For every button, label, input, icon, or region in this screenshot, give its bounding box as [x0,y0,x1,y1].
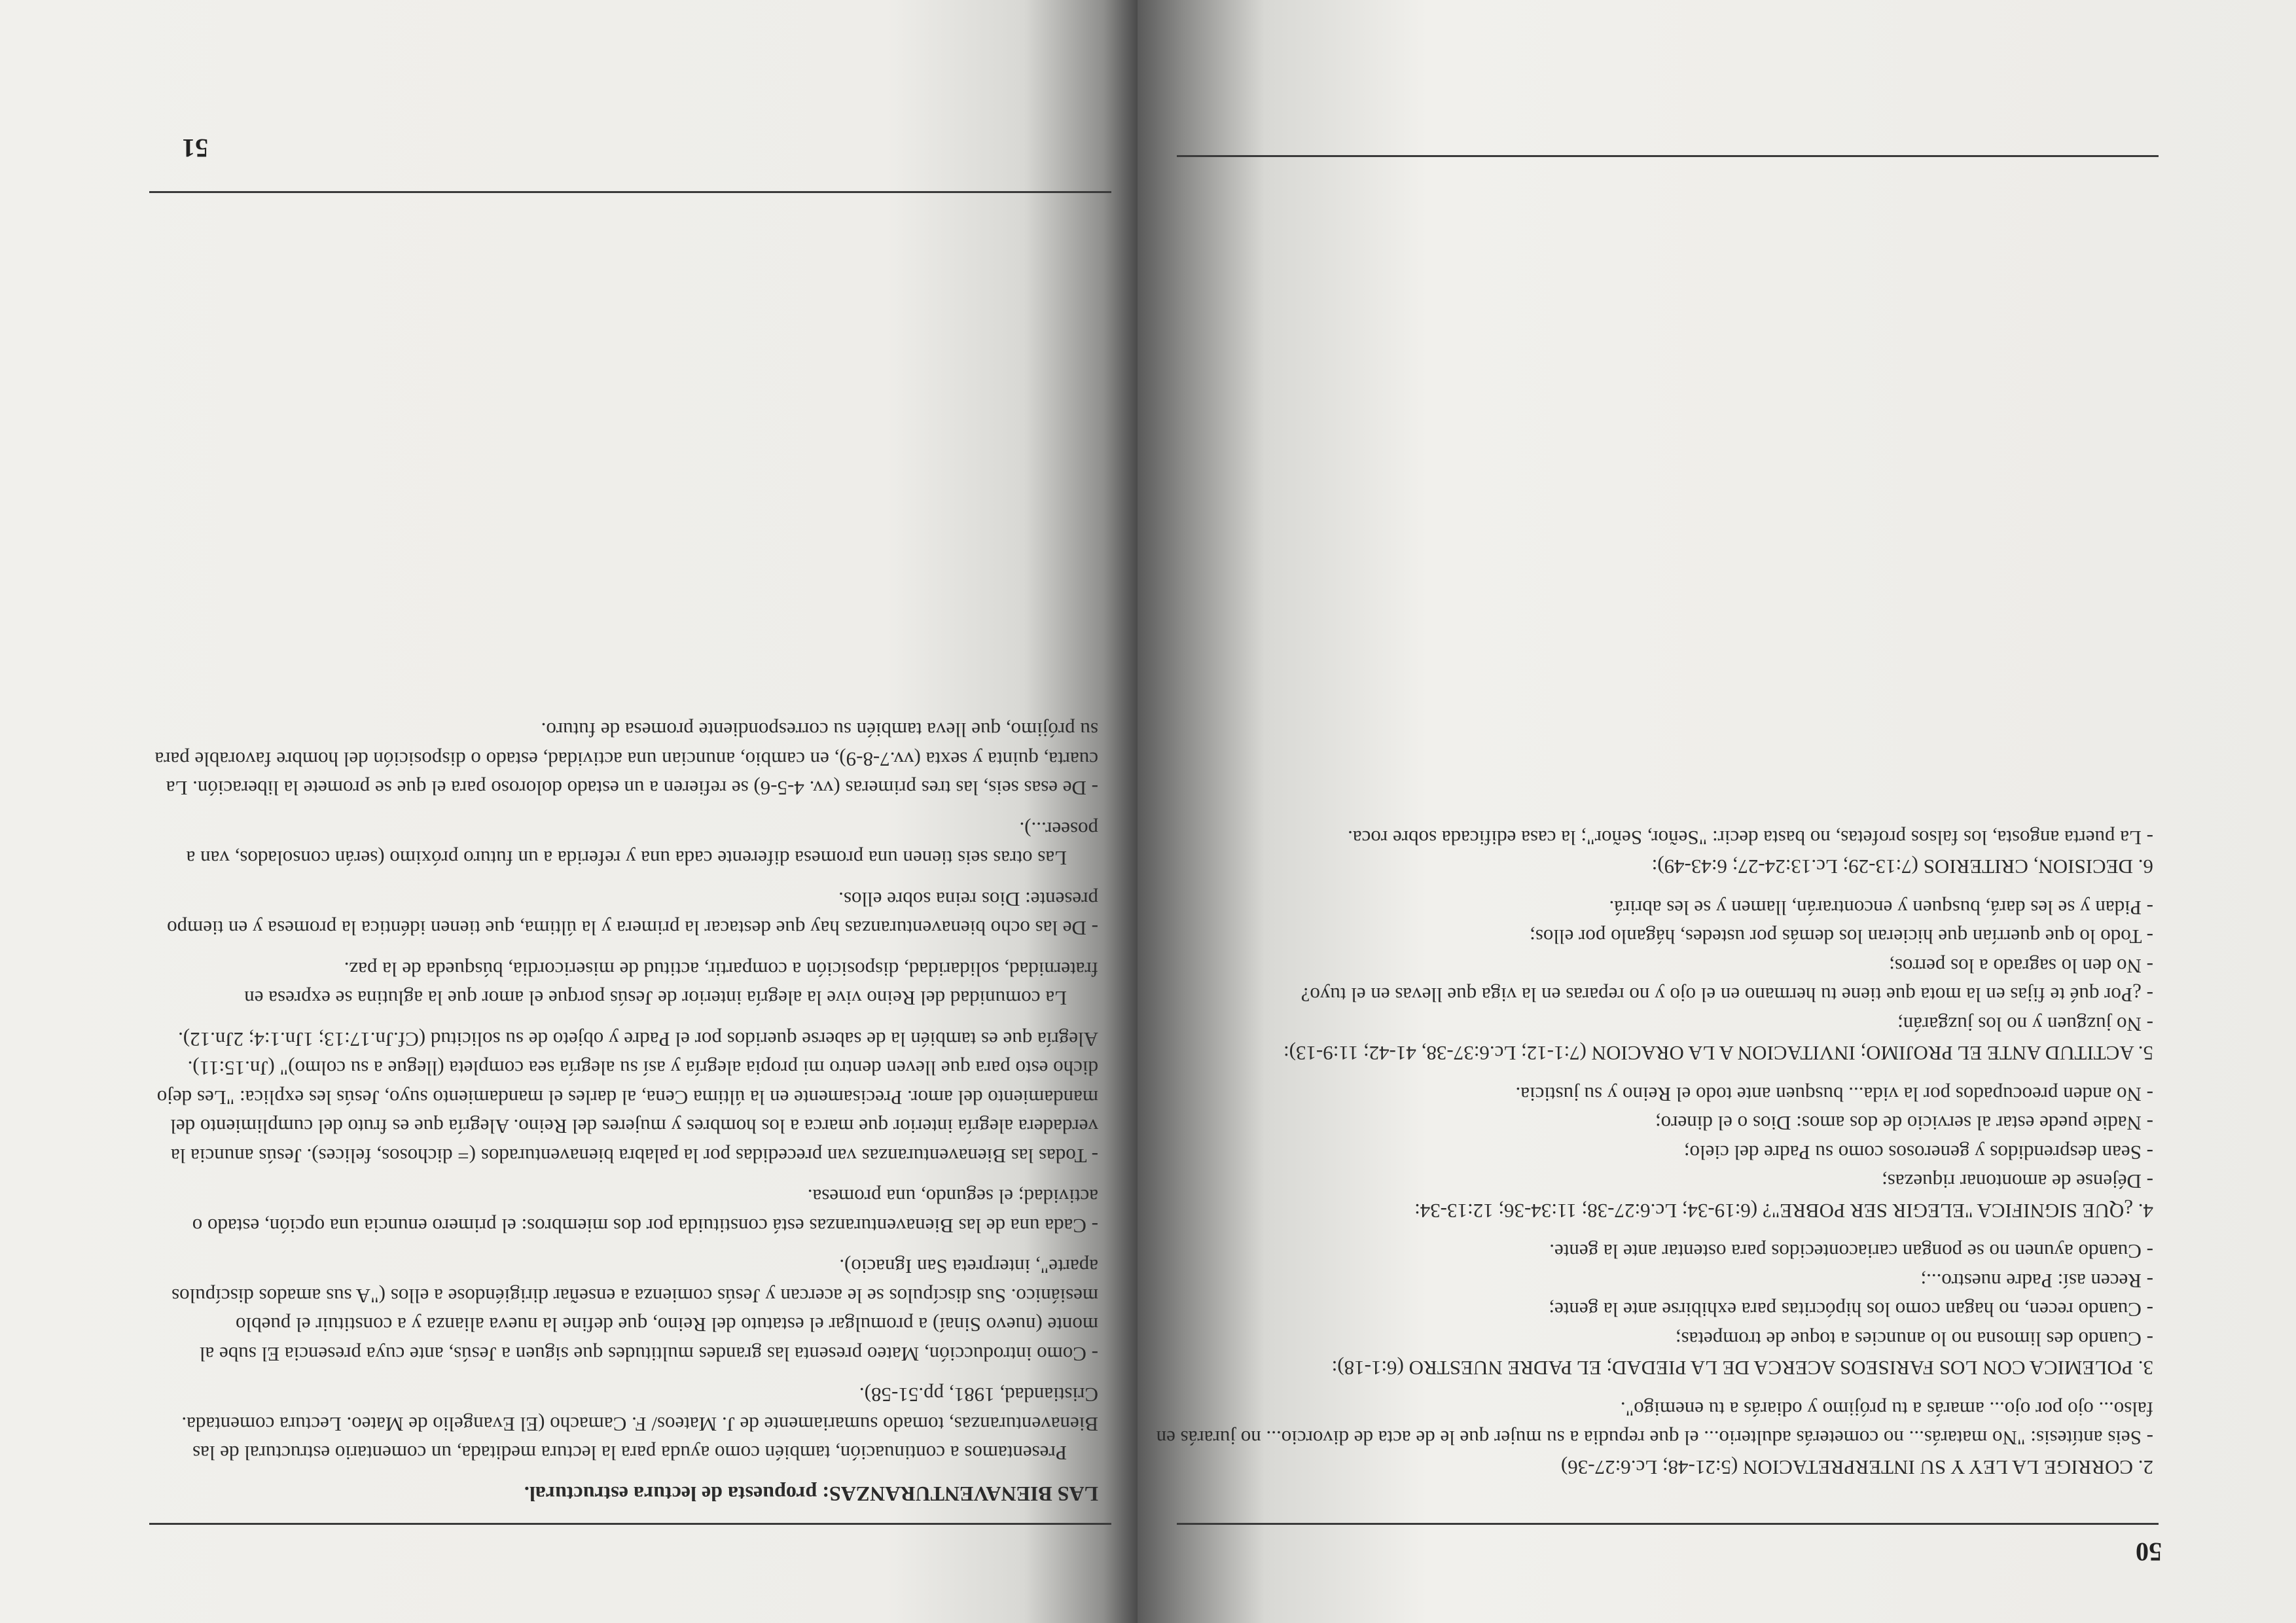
list-item: - Déjense de amontonar riquezas; [1882,1170,2153,1194]
top-rule [149,1523,1111,1525]
top-rule [1177,1523,2159,1525]
page-number: 51 [182,134,208,163]
section-heading-6: 6. DECISION, CRITERIOS (7:13-29; Lc.13:24-27; 6:43-49): [1651,855,2153,879]
list-item: - Sean desprendidos y generosos como su Padre del cielo; [1683,1141,2153,1164]
section-heading-5: 5. ACTITUD ANTE EL PROJIMO; INVITACION A LA ORACION (7:1-12; Lc.6:37-38, 41-42; 11:9-13): [1283,1042,2153,1065]
list-item: - Cuando recen, no hagan como los hipócritas para exhibirse ante la gente; [1549,1298,2153,1322]
list-item: - Como introducción, Mateo presenta las grandes multitudes que siguen a Jesús, ante cuya presencia El sube al monte (nuevo Sinaí) a promulgar el estatuto del Reino, que define la nueva alianza y a constituir el pueblo mesiánico. Sus discípulos se le acercan y Jesús comienza a enseñar dirigiéndose a ellos ("A sus amados discípulos aparte", interpreta San Ignacio). [171,1255,1098,1366]
page-50 [1138,0,2296,1623]
list-item: - Cuando des limosna no lo anuncies a toque de trompetas; [1675,1328,2153,1351]
paragraph: La comunidad del Reino vive la alegría interior de Jesús porque el amor que la aglutina se expresa en fraternidad, solidaridad, disposición a compartir, actitud de misericordia, búsqueda de la paz. [244,958,1098,1010]
page-51-text [149,715,1098,1508]
paragraph: Las otras seis tienen una promesa diferente cada una y referida a un futuro próximo (serán consolados, van a poseer...). [186,818,1098,870]
list-item: - No juzguen y no los juzgarán; [1897,1013,2153,1036]
section-heading-4: 4. ¿QUE SIGNIFICA "ELEGIR SER POBRE"? (6:19-34; Lc.6:27-38; 11:34-36; 12:13-34: [1414,1200,2153,1222]
list-item: - De esas seis, las tres primeras (vv. 4-5-6) se refieren a un estado doloroso para el que se promete la liberación. La cuarta, quinta y sexta (vv.7-8-9), en cambio, anuncian una actividad, estado o disposición del hombre favorable para su prójimo, que lleva también su correspondiente promesa de futuro. [154,719,1098,800]
page-number: 50 [2136,1537,2162,1567]
intro-paragraph: Presentamos a continuación, también como ayuda para la lectura meditada, un comentario estructural de las Bienaventuranzas, tomado sumariamente de J. Mateos/ F. Camacho (El Evangelio de Mateo. Lectura comentada. Cristiandad, 1981, pp.51-58). [181,1383,1098,1465]
list-item: - Todo lo que querrían que hicieran los demás por ustedes, háganlo por ellos; [1530,925,2153,949]
list-item: - Cada una de las Bienaventuranzas está constituida por dos miembros: el primero enuncia una opción, estado o actividad; el segundo, una promesa. [192,1185,1098,1238]
page-50-text [1138,823,2153,1486]
list-item: - ¿Por qué te fijas en la mota que tiene tu hermano en el ojo y no reparas en la viga que llevas en el tuyo? [1300,984,2153,1007]
list-item: - Seis antítesis: "No matarás... no cometerás adulterio... el que repudia a su mujer que le de acta de divorcio... no jurarás en falso... ojo por ojo... amarás a tu prójimo y odiarás a tu enemigo". [1156,1398,2153,1450]
list-item: - Nadie puede estar al servicio de dos amos: Dios o el dinero; [1655,1112,2153,1135]
page-title: LAS BIENAVENTURANZAS: propuesta de lectura estructural. [524,1482,1098,1506]
section-heading-2: 2. CORRIGE LA LEY Y SU INTERPRETACION (5:21-48; Lc.6:27-36) [1560,1456,2153,1479]
list-item: - Recen así: Padre nuestro...; [1920,1270,2153,1293]
bottom-rule [1177,155,2159,157]
bottom-rule [149,191,1111,193]
list-item: - Pidan y se les dará, busquen y encontrarán, llamen y se les abrirá. [1609,897,2153,919]
list-item: - Cuando ayunen no se pongan cariacontecidos para ostentar ante la gente. [1549,1240,2153,1264]
section-heading-3: 3. POLEMICA CON LOS FARISEOS ACERCA DE LA PIEDAD; EL PADRE NUESTRO (6:1-18): [1331,1357,2153,1380]
list-item: - Todas las Bienaventuranzas van precedidas por la palabra bienaventurados (= dichosos, felices). Jesús anuncia la verdadera alegría interior que marca a los hombres y mujeres del Reino. Alegría que es fruto del cumplimiento del mandamiento del amor. Precisamente en la última Cena, al darles el mandamiento suyo, Jesús les explica: "Les dejo dicho esto para que lleven dentro mi propia alegría y así su alegría sea completa (llegue a su colmo)" (Jn.15:11). Alegría que es también la de saberse queridos por el Padre y objeto de su solicitud (Cf.Jn.17:13; 1Jn.1:4; 2Jn.12). [156,1028,1098,1168]
list-item: - No anden preocupados por la vida... busquen ante todo el Reino y su justicia. [1515,1083,2153,1106]
list-item: - No den lo sagrado a los perros; [1889,955,2153,978]
list-item: - De las ocho bienaventuranzas hay que destacar la primera y la última, que tienen idéntica la promesa y en tiempo presente: Dios reina sobre ellos. [167,888,1098,940]
page-51 [0,0,1138,1623]
list-item: - La puerta angosta, los falsos profetas, no basta decir: "Señor, Señor"; la casa edificada sobre roca. [1348,827,2153,849]
